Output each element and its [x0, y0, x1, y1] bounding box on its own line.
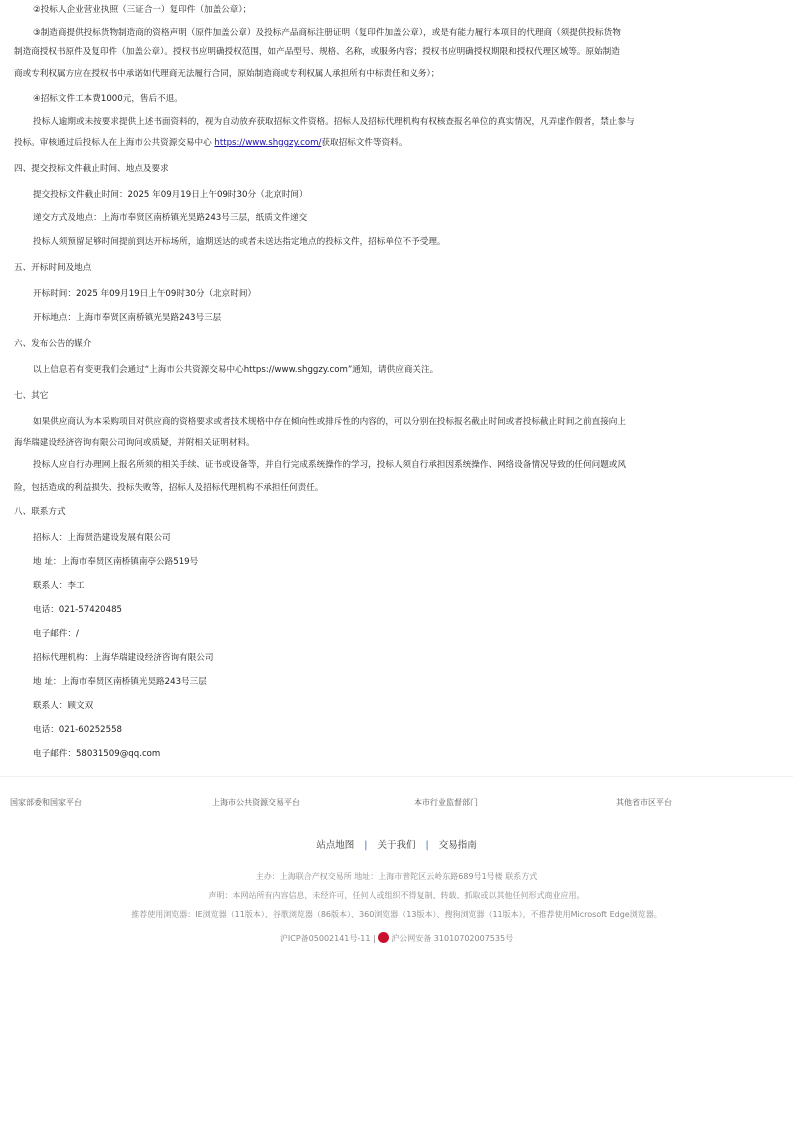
bid-deadline: 提交投标文件截止时间：2025 年09月19日上午09时30分（北京时间） — [33, 190, 308, 200]
opening-time: 开标时间：2025 年09月19日上午09时30分（北京时间） — [33, 289, 257, 299]
agency-email: 电子邮件：58031509@qq.com — [33, 749, 161, 759]
other-paragraph-1: 如果供应商认为本采购项目对供应商的资格要求或者技术规格中存在倾向性或排斥性的内容的，可以分别在投标报名截止时间或者投标截止时间之前直接向上 — [33, 417, 626, 427]
tenderer-email: 电子邮件：/ — [33, 629, 79, 639]
footer-browser-recommendation: 推荐使用浏览器：IE浏览器（11版本）、谷歌浏览器（86版本）、360浏览器（13版本）、搜狗浏览器（11版本），不推荐使用Microsoft Edge浏览器。 — [131, 910, 662, 919]
section-5-title: 五、开标时间及地点 — [14, 263, 92, 273]
icp-number[interactable]: 沪ICP备05002141号-11 — [279, 934, 371, 943]
bid-submission-place: 递交方式及地点：上海市奉贤区南桥镇光昊路243号三层，纸质文件递交 — [33, 213, 308, 223]
paragraph-license: ②投标人企业营业执照（三证合一）复印件（加盖公章）； — [33, 5, 252, 15]
opening-place: 开标地点：上海市奉贤区南桥镇光昊路243号三层 — [33, 313, 222, 323]
agency-address: 地 址：上海市奉贤区南桥镇光昊路243号三层 — [33, 677, 207, 687]
tenderer-address: 地 址：上海市奉贤区南桥镇南亭公路519号 — [33, 557, 199, 567]
section-4-title: 四、提交投标文件截止时间、地点及要求 — [14, 164, 169, 174]
other-paragraph-2-line-2: 险，包括造成的利益损失、投标失败等，招标人及招标代理机构不承担任何责任。 — [14, 483, 324, 493]
footer-nav-separator: | — [364, 840, 368, 851]
tenderer-phone: 电话：021-57420485 — [33, 605, 123, 615]
footer-nav-sitemap[interactable]: 站点地图 — [316, 840, 355, 851]
section-6-title: 六、发布公告的媒介 — [14, 339, 92, 349]
paragraph-notice-line-2 — [14, 137, 407, 149]
section-7-title: 七、其它 — [14, 391, 49, 401]
media-notice: 以上信息若有变更我们会通过“上海市公共资源交易中心https://www.shggzy.com”通知，请供应商关注。 — [33, 365, 439, 375]
tenderer-name: 招标人：上海贤浩建设发展有限公司 — [33, 533, 171, 543]
notice-text: 投标。审核通过后投标人在上海市公共资源交易中心 — [14, 138, 215, 148]
site-footer — [0, 776, 793, 943]
bid-submission-note: 投标人须预留足够时间提前到达开标场所，逾期送达的或者未送达指定地点的投标文件，招标单位不予受理。 — [33, 237, 446, 247]
footer-host-info: 主办：上海联合产权交易所 地址：上海市普陀区云岭东路689号1号楼 联系方式 — [255, 872, 538, 881]
footer-link-national[interactable]: 国家部委和国家平台 — [10, 798, 82, 807]
agency-name: 招标代理机构：上海华瑞建设经济咨询有限公司 — [33, 653, 214, 663]
registration-separator: | — [373, 934, 376, 943]
footer-link-shanghai[interactable]: 上海市公共资源交易平台 — [212, 798, 300, 807]
footer-nav-about[interactable]: 关于我们 — [377, 840, 416, 851]
other-paragraph-1-line-2: 海华瑞建设经济咨询有限公司询问或质疑，并附相关证明材料。 — [14, 438, 255, 448]
paragraph-manufacturer: ③制造商提供投标货物制造商的资格声明（原件加盖公章）及投标产品商标注册证明（复印件加盖公章），或是有能力履行本项目的代理商（须提供投标货物 — [33, 28, 621, 38]
footer-nav-separator: | — [425, 840, 429, 851]
agency-contact: 联系人：顾文双 — [33, 701, 94, 711]
paragraph-manufacturer-line-2: 制造商授权书原件及复印件（加盖公章）。授权书应明确授权范围，如产品型号、规格、名称，或服务内容；授权书应明确授权期限和授权代理区域等。原始制造 — [14, 47, 620, 57]
agency-phone: 电话：021-60252558 — [33, 725, 123, 735]
footer-nav-guide[interactable]: 交易指南 — [438, 840, 477, 851]
section-8-title: 八、联系方式 — [14, 507, 66, 517]
paragraph-fee: ④招标文件工本费1000元，售后不退。 — [33, 94, 183, 104]
police-badge-icon — [378, 932, 389, 943]
other-paragraph-2: 投标人应自行办理网上报名所须的相关手续、证书或设备等，并自行完成系统操作的学习，投标人须自行承担因系统操作、网络设备情况导致的任何问题或风 — [33, 460, 626, 470]
footer-link-supervision[interactable]: 本市行业监督部门 — [414, 798, 478, 807]
footer-registration — [0, 932, 793, 944]
paragraph-notice: 投标人逾期或未按要求提供上述书面资料的，视为自动放弃获取招标文件资格。招标人及招标代理机构有权核查报名单位的真实情况，凡弄虚作假者，禁止参与 — [33, 117, 635, 127]
footer-nav — [0, 837, 793, 851]
paragraph-manufacturer-line-3: 商或专利权属方应在授权书中承诺如代理商无法履行合同，原始制造商或专利权属人承担所有中标责任和义务）； — [14, 69, 440, 79]
shggzy-link[interactable]: https://www.shggzy.com/ — [214, 138, 322, 148]
notice-text-end: 获取招标文件等资料。 — [321, 138, 408, 148]
footer-link-other-provinces[interactable]: 其他省市区平台 — [616, 798, 672, 807]
footer-statement: 声明：本网站所有内容信息，未经许可，任何人或组织不得复制、转载、抓取或以其他任何形式商业应用。 — [208, 891, 585, 900]
tenderer-contact: 联系人：李工 — [33, 581, 85, 591]
police-registration[interactable]: 沪公网安备 31010702007535号 — [391, 934, 514, 943]
